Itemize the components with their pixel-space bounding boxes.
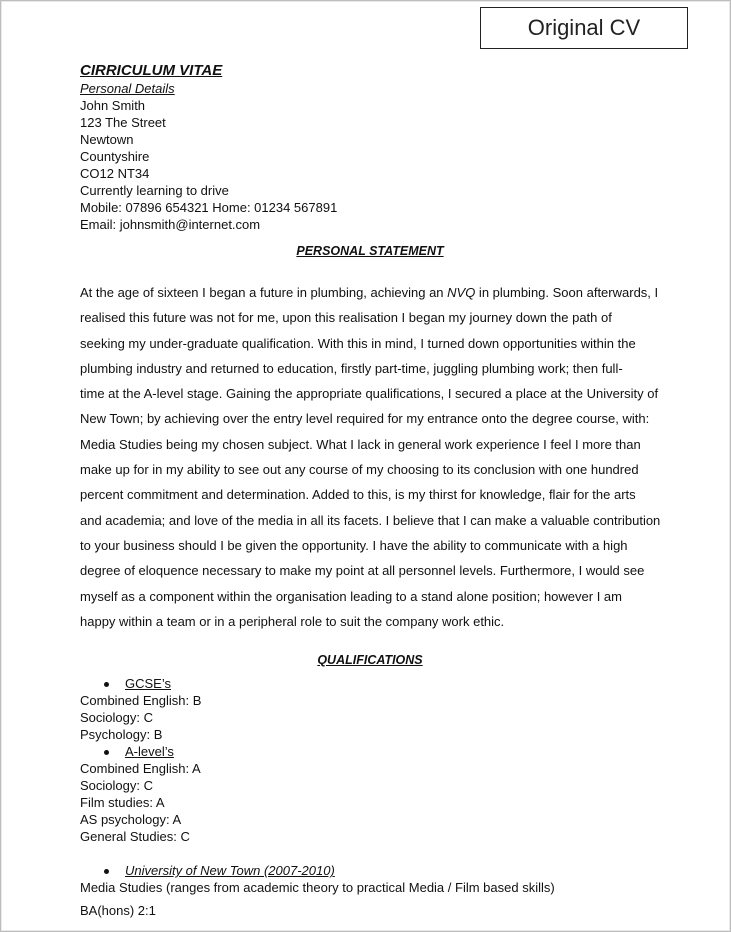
statement-line: to your business should I be given the opportunity. I have the ability to communicate with a high xyxy=(80,537,628,553)
alevel-heading: A-level’s xyxy=(80,743,660,760)
cv-title: CIRRICULUM VITAE xyxy=(80,62,223,79)
statement-line: seeking my under-graduate qualification. With this in mind, I turned down opportunities within the xyxy=(80,335,636,351)
statement-line: New Town; by achieving over the entry level required for my entrance onto the degree course, with: xyxy=(80,411,650,427)
detail-phone: Mobile: 07896 654321 Home: 01234 567891 xyxy=(80,200,338,215)
original-cv-label: Original CV xyxy=(480,7,688,49)
statement-line: At the age of sixteen I began a future in plumbing, achieving an NVQ in plumbing. Soon afterwards, I xyxy=(80,285,659,300)
detail-town: Newtown xyxy=(80,132,134,147)
statement-line: realised this future was not for me, upon this realisation I began my journey down the path of xyxy=(80,310,612,326)
detail-email: Email: johnsmith@internet.com xyxy=(80,217,261,232)
qualifications-heading: QUALIFICATIONS xyxy=(317,653,423,668)
gcse-item: Combined English: B xyxy=(80,693,202,709)
gcse-heading: GCSE’s xyxy=(80,675,660,692)
personal-statement-heading: PERSONAL STATEMENT xyxy=(296,244,444,258)
personal-statement xyxy=(80,280,660,634)
statement-line: Media Studies being my chosen subject. What I lack in general work experience I feel I more than xyxy=(80,436,641,452)
university-course: Media Studies (ranges from academic theory to practical Media / Film based skills) xyxy=(80,880,555,896)
statement-line: degree of eloquence necessary to make my point at all personnel levels. Furthermore, I would see xyxy=(80,563,645,579)
alevel-item: AS psychology: A xyxy=(80,812,182,828)
detail-postcode: CO12 NT34 xyxy=(80,166,150,181)
alevel-item: Combined English: A xyxy=(80,761,201,777)
statement-line: happy within a team or in a peripheral role to suit the company work ethic. xyxy=(80,613,505,629)
statement-line: percent commitment and determination. Added to this, is my thirst for knowledge, flair for the arts xyxy=(80,487,636,503)
university-heading: University of New Town (2007-2010) xyxy=(80,862,660,879)
statement-line: and academia; and love of the media in all its facets. I believe that I can make a valuable contribution xyxy=(80,512,661,528)
detail-street: 123 The Street xyxy=(80,115,166,130)
alevel-item: General Studies: C xyxy=(80,829,190,845)
personal-details-heading: Personal Details xyxy=(80,81,175,96)
detail-county: Countyshire xyxy=(80,149,150,164)
degree-result: BA(hons) 2:1 xyxy=(80,903,156,919)
alevel-item: Film studies: A xyxy=(80,795,165,811)
cv-document xyxy=(80,60,660,919)
detail-driving: Currently learning to drive xyxy=(80,183,229,198)
detail-name: John Smith xyxy=(80,98,146,113)
gcse-item: Psychology: B xyxy=(80,727,163,743)
gcse-item: Sociology: C xyxy=(80,710,153,726)
statement-line: myself as a component within the organisation leading to a stand alone position; however I am xyxy=(80,588,622,604)
statement-line: time at the A-level stage. Gaining the appropriate qualifications, I secured a place at the University of xyxy=(80,386,659,402)
alevel-item: Sociology: C xyxy=(80,778,153,794)
statement-line: make up for in my ability to see out any course of my choosing to its conclusion with one hundred xyxy=(80,462,639,478)
statement-line: plumbing industry and returned to education, firstly part-time, juggling plumbing work; then full- xyxy=(80,360,623,376)
